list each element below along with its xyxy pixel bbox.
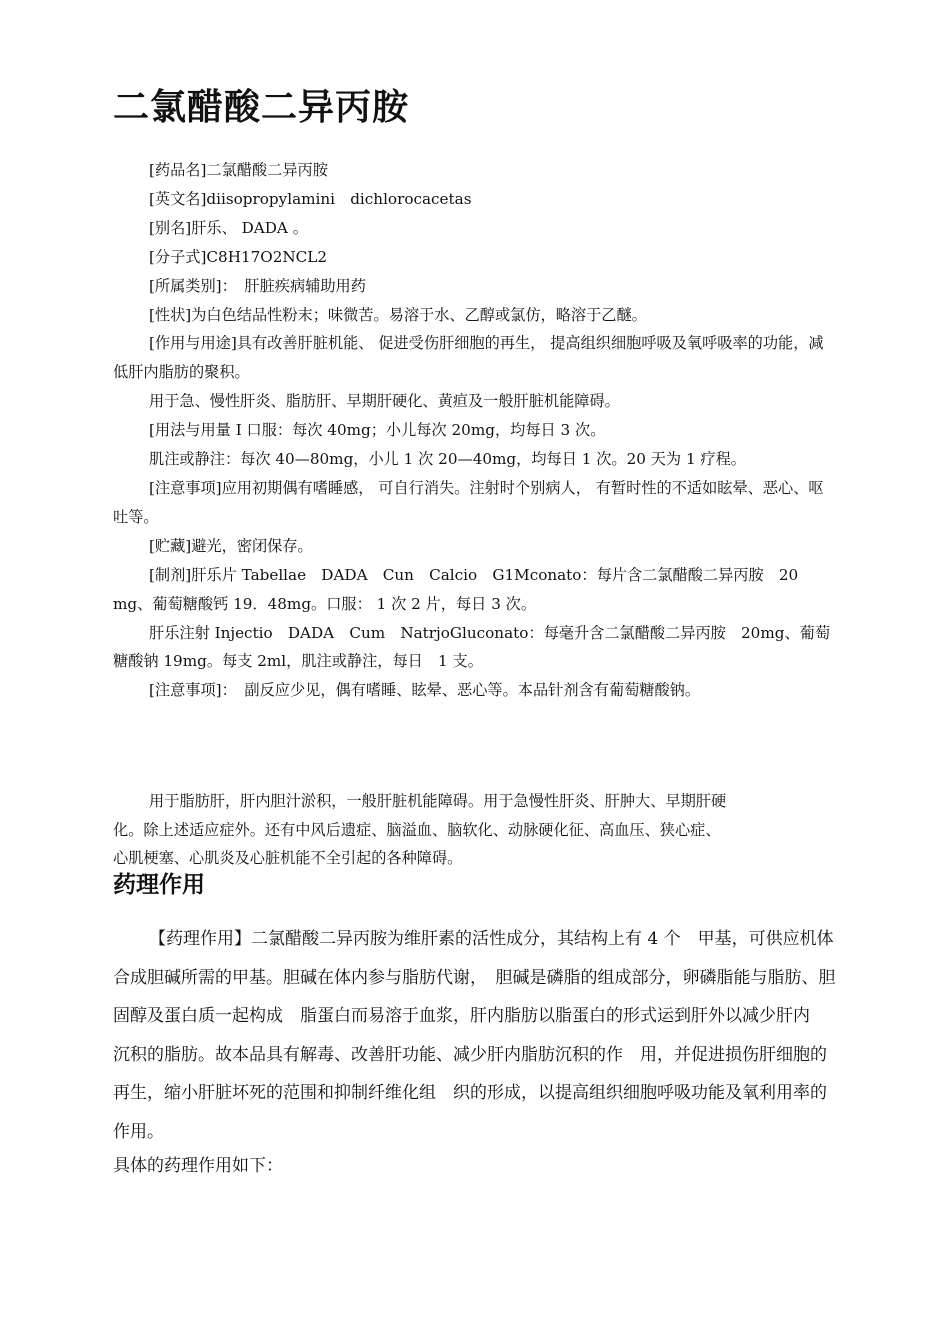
dosage-oral-line: [用法与用量 I 口服：每次 40mg；小儿每次 20mg，均每日 3 次。: [149, 421, 606, 440]
usage-section: [113, 787, 833, 873]
usage-line-1: 用于脂肪肝，肝内胆汁淤积，一般肝脏机能障碍。用于急慢性肝炎、肝肿大、早期肝硬: [149, 792, 727, 810]
side-effects-line: [注意事项]： 副反应少见，偶有嗜睡、眩晕、恶心等。本品针剂含有葡萄糖酸钠。: [149, 681, 701, 700]
usage-line-2: 化。除上述适应症外。还有中风后遗症、脑溢血、脑软化、动脉硬化征、高血压、狭心症、: [113, 820, 721, 839]
category-line: [所属类别]： 肝脏疾病辅助用药: [149, 276, 366, 295]
injection-preparation-paragraph: 肝乐注射 Injectio DADA Cum NatrjoGluconato：每毫升含二氯醋酸二异丙胺 20mg、葡萄糖酸钠 19mg。每支 2ml，肌注或静注，每日 1 支。: [113, 623, 831, 671]
dosage-injection-line: 肌注或静注：每次 40—80mg，小儿 1 次 20—40mg，均每日 1 次。20 天为 1 疗程。: [149, 450, 746, 469]
alias-line: [别名]肝乐、 DADA 。: [149, 218, 308, 237]
english-name-line: [英文名]diisopropylamini dichlorocacetas: [149, 189, 472, 208]
precautions-paragraph: [注意事项]应用初期偶有嗜睡感， 可自行消失。注射时个别病人， 有暂时性的不适如眩晕、恶心、呕吐等。: [113, 478, 824, 526]
pharmacology-section: [113, 920, 837, 1181]
indications-line: 用于急、慢性肝炎、脂肪肝、早期肝硬化、黄疸及一般肝脏机能障碍。: [149, 392, 620, 411]
drug-name-line: [药品名]二氯醋酸二异丙胺: [149, 161, 328, 179]
storage-line: [贮藏]避光，密闭保存。: [149, 536, 313, 555]
tablet-preparation-paragraph: [制剂]肝乐片 Tabellae DADA Cun Calcio G1Mconato：每片含二氯醋酸二异丙胺 20 mg、葡萄糖酸钙 19．48mg。口服： 1 次 2 片，每日 3 次。: [113, 565, 799, 613]
function-paragraph: [作用与用途]具有改善肝脏机能、 促进受伤肝细胞的再生， 提高组织细胞呼吸及氧呼吸率的功能，减低肝内脂肪的聚积。: [113, 334, 824, 382]
properties-line: [性状]为白色结品性粉末；味微苦。易溶于水、乙醇或氯仿，略溶于乙醚。: [149, 305, 647, 324]
document-title: 二氯醋酸二异丙胺: [113, 87, 410, 128]
pharmacology-trailing-line: 具体的药理作用如下：: [113, 1156, 283, 1176]
drug-info-section: [113, 156, 833, 705]
pharmacology-paragraph: 【药理作用】二氯醋酸二异丙胺为维肝素的活性成分，其结构上有 4 个 甲基，可供应机体合成胆碱所需的甲基。胆碱在体内参与脂肪代谢， 胆碱是磷脂的组成部分，卵磷脂能与脂肪、胆固醇及蛋白质一起构成 脂蛋白而易溶于血浆，肝内脂肪以脂蛋白的形式运到肝外以减少肝内 沉积的脂肪。故本品具有解毒、改善肝功能、减少肝内脂肪沉积的作 用，并促进损伤肝细胞的再生，缩小肝脏坏死的范围和抑制纤维化组 织的形成，以提高组织细胞呼吸功能及氧利用率的作用。: [113, 929, 836, 1142]
formula-line: [分子式]C8H17O2NCL2: [149, 247, 328, 266]
usage-line-3: 心肌梗塞、心肌炎及心脏机能不全引起的各种障碍。: [113, 849, 463, 867]
pharmacology-heading: 药理作用: [113, 872, 205, 898]
